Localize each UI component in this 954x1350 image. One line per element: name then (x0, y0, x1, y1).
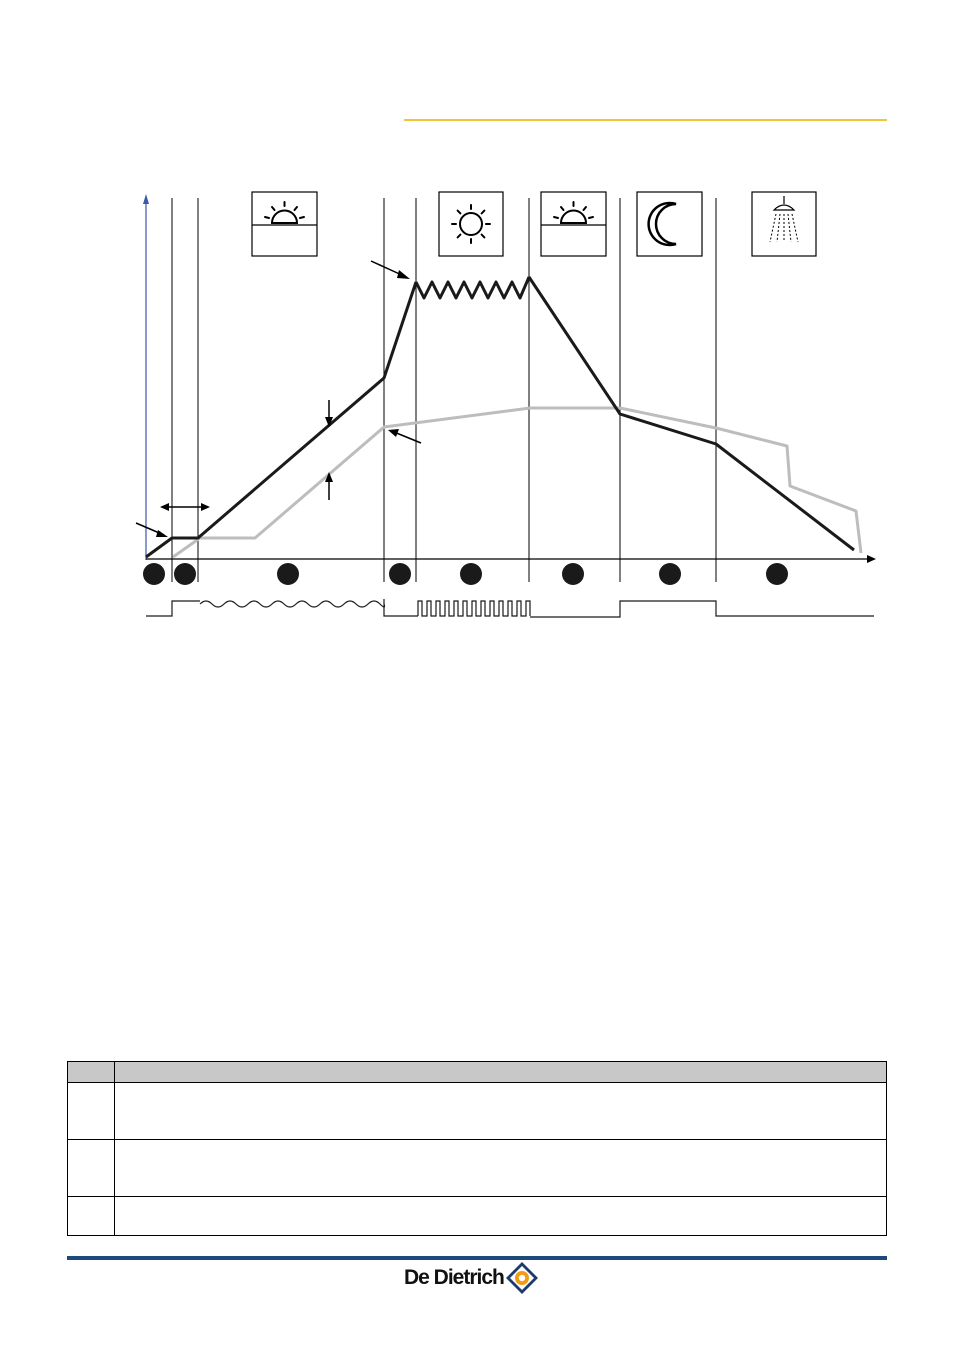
sunrise-icon (541, 192, 606, 256)
step-marker (143, 563, 165, 585)
diamond-logo-icon (505, 1261, 539, 1295)
shower-icon (752, 192, 816, 256)
table-cell (68, 1140, 115, 1197)
table-row (68, 1197, 887, 1236)
table-header-row (68, 1062, 887, 1083)
differential-arrow (325, 400, 333, 500)
sun-icon (439, 192, 503, 256)
footer-rule (67, 1256, 887, 1260)
annotation-arrow (136, 523, 168, 537)
y-axis (143, 194, 149, 560)
primary-curve-oscillation (416, 277, 529, 298)
moon-icon (637, 192, 702, 256)
sunrise-icon (252, 192, 317, 256)
table-row (68, 1140, 887, 1197)
primary-curve-descent (529, 277, 854, 550)
step-markers (143, 563, 788, 585)
brand-name: De Dietrich (404, 1266, 504, 1289)
table-header-cell (68, 1062, 115, 1083)
step-marker (659, 563, 681, 585)
table-cell (115, 1083, 887, 1140)
state-signal (146, 599, 874, 617)
x-axis (146, 555, 876, 563)
table-cell (115, 1197, 887, 1236)
step-marker (562, 563, 584, 585)
table-cell (68, 1197, 115, 1236)
interval-arrow (160, 503, 210, 511)
brand-logo (404, 1261, 554, 1295)
table-row (68, 1083, 887, 1140)
step-marker (766, 563, 788, 585)
step-marker (277, 563, 299, 585)
annotation-arrow (371, 261, 410, 279)
operating-cycle-diagram (0, 0, 954, 660)
table-cell (115, 1140, 887, 1197)
step-marker (389, 563, 411, 585)
legend-table (67, 1061, 887, 1236)
secondary-curve (173, 408, 861, 557)
step-marker (174, 563, 196, 585)
table-header-cell (115, 1062, 887, 1083)
table-cell (68, 1083, 115, 1140)
step-marker (460, 563, 482, 585)
